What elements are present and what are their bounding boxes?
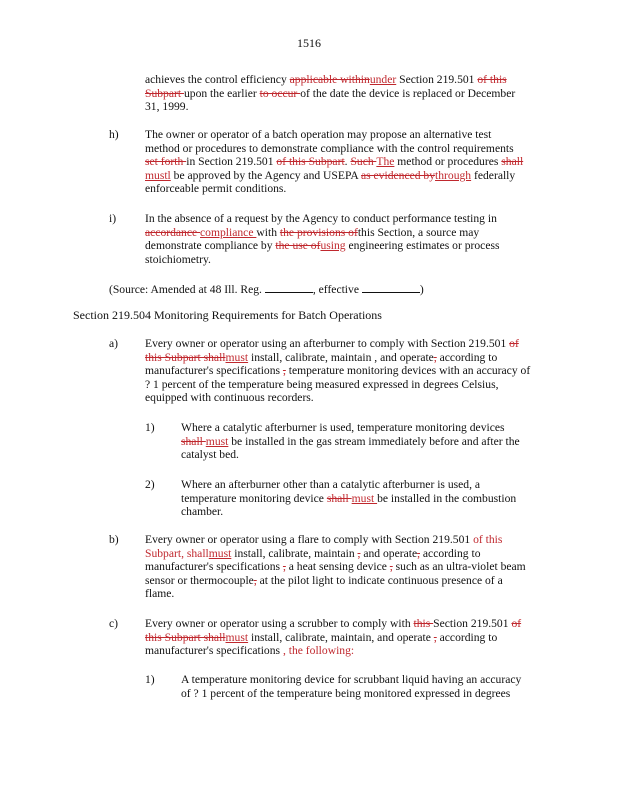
text-run: according to	[436, 350, 498, 364]
text-run: )	[419, 283, 424, 296]
deleted-text: ,	[282, 560, 286, 574]
text-run: .	[344, 155, 351, 169]
paragraph-c	[145, 617, 521, 658]
deleted-text: this	[413, 617, 434, 630]
item-label-c: c)	[109, 617, 119, 630]
deleted-text: of this Subpart	[276, 155, 345, 169]
text-run: In the absence of a request by the Agency to conduct performance testing in	[145, 212, 497, 225]
text-line	[145, 351, 530, 365]
deleted-text: of	[509, 337, 519, 350]
inserted-text: under	[369, 73, 397, 86]
text-line	[109, 282, 424, 296]
item-label-a: a)	[109, 337, 119, 350]
deleted-text: this Subpart shall	[145, 350, 226, 364]
item-label-b: b)	[109, 533, 119, 546]
source-note	[109, 282, 424, 296]
text-line	[145, 226, 499, 240]
inserted-text: must	[208, 546, 232, 560]
text-run: Every owner or operator using an afterburner to comply with Section 219.501	[145, 337, 510, 350]
text-run: this Section, a source may	[357, 225, 480, 239]
text-line: Where a catalytic afterburner is used, temperature monitoring devices	[181, 421, 505, 434]
inserted-text: must	[351, 491, 378, 505]
deleted-text: applicable within	[289, 73, 370, 86]
text-run: Section 219.501	[433, 617, 512, 630]
text-line: method or procedures to demonstrate compliance with the control requirements	[145, 141, 514, 155]
text-line: stoichiometry.	[145, 252, 211, 266]
text-run: federally	[471, 168, 516, 182]
deleted-text: accordance	[145, 225, 201, 239]
text-run: Every owner or operator using a scrubber to comply with	[145, 617, 414, 630]
paragraph-a2	[181, 478, 516, 519]
text-run: sensor or thermocouple	[145, 573, 254, 587]
item-label-h: h)	[109, 128, 119, 141]
text-run: manufacturer's specifications	[145, 364, 283, 378]
text-line	[145, 364, 530, 378]
inserted-text: must	[225, 630, 249, 644]
deleted-text: to occur	[259, 86, 301, 100]
text-line	[145, 574, 526, 588]
text-run: temperature monitoring device	[181, 491, 327, 505]
text-run: manufacturer's specifications	[145, 560, 283, 574]
text-run: install, calibrate, maintain, and operate	[248, 630, 434, 644]
deleted-text: shall	[181, 434, 206, 448]
text-run: and operate	[360, 546, 418, 560]
text-run: at the pilot light to indicate continuous presence of a	[256, 573, 503, 587]
inserted-text: must	[205, 434, 229, 448]
text-line	[145, 155, 523, 169]
text-run: with	[256, 225, 280, 239]
inserted-text: mustl	[145, 168, 171, 182]
text-run: be approved by the Agency and USEPA	[170, 168, 361, 182]
text-run: install, calibrate, maintain	[231, 546, 358, 560]
deleted-text: ,	[282, 364, 286, 378]
blank-register	[265, 282, 313, 293]
inserted-text: The	[376, 155, 395, 169]
text-run: method or procedures	[394, 155, 502, 169]
deleted-text: ,	[389, 560, 393, 574]
text-line: ? 1 percent of the temperature being measured expressed in degrees Celsius,	[145, 377, 499, 391]
text-run: be installed in the gas stream immediately before and after the	[228, 434, 520, 448]
subitem-label-a1: 1)	[145, 421, 155, 434]
inserted-text: must	[225, 350, 249, 364]
text-line	[145, 337, 530, 351]
inserted-text: compliance	[200, 225, 257, 239]
deleted-text: the use of	[275, 239, 321, 253]
section-heading: Section 219.504 Monitoring Requirements for Batch Operations	[73, 308, 382, 322]
revised-text: Subpart, shall	[145, 546, 209, 560]
text-line	[145, 617, 521, 631]
text-line	[145, 560, 526, 574]
text-line	[145, 73, 515, 87]
deleted-text: as evidenced by	[360, 168, 436, 182]
text-line	[145, 547, 526, 561]
deleted-text: ,	[417, 546, 420, 560]
deleted-text: of this	[477, 73, 507, 86]
page-number: 1516	[297, 36, 321, 50]
paragraph-i	[145, 212, 499, 266]
subitem-label-a2: 2)	[145, 478, 155, 491]
text-run: , effective	[312, 283, 362, 296]
text-line: chamber.	[181, 505, 224, 519]
text-line	[145, 169, 523, 183]
text-run: Section 219.501	[396, 73, 478, 86]
blank-effective-date	[362, 282, 420, 293]
text-line: catalyst bed.	[181, 448, 239, 462]
deleted-text: Such	[350, 155, 377, 169]
text-run: manufacturer's specifications	[145, 644, 283, 658]
text-run: install, calibrate, maintain , and operate	[248, 350, 434, 364]
text-line	[145, 631, 521, 645]
paragraph-a1	[181, 421, 520, 462]
text-line: 31, 1999.	[145, 100, 189, 114]
deleted-text: of	[511, 617, 522, 630]
subitem-label-c1: 1)	[145, 673, 155, 686]
text-line	[145, 533, 526, 547]
text-line	[181, 435, 520, 449]
text-run: in Section 219.501	[186, 155, 277, 169]
text-line: equipped with continuous recorders.	[145, 391, 314, 405]
paragraph-c1	[181, 673, 521, 700]
revised-text: of this	[473, 533, 503, 546]
text-line	[145, 239, 499, 253]
revised-text: , the following:	[282, 644, 355, 658]
inserted-text: using	[320, 239, 346, 253]
text-run: Every owner or operator using a flare to comply with Section 219.501	[145, 533, 474, 546]
text-line	[145, 212, 499, 226]
text-line: enforceable permit conditions.	[145, 182, 287, 196]
text-run: such as an ultra-violet beam	[392, 560, 526, 574]
deleted-text: shall	[326, 491, 352, 505]
paragraph-h	[145, 128, 523, 196]
paragraph-a	[145, 337, 530, 405]
deleted-text: set forth	[145, 155, 187, 169]
deleted-text: shall	[501, 155, 524, 169]
text-run: (Source: Amended at 48 Ill. Reg.	[109, 283, 265, 296]
text-run: according to	[420, 546, 481, 560]
deleted-text: Subpart	[145, 86, 184, 100]
text-line: flame.	[145, 587, 175, 601]
deleted-text: the provisions of	[279, 225, 358, 239]
text-line: The owner or operator of a batch operation may propose an alternative test	[145, 128, 492, 141]
deleted-text: ,	[357, 546, 361, 560]
text-line: Where an afterburner other than a catalytic afterburner is used, a	[181, 478, 481, 491]
text-line: A temperature monitoring device for scrubbant liquid having an accuracy	[181, 673, 522, 686]
inserted-text: through	[435, 168, 472, 182]
deleted-text: ,	[253, 573, 257, 587]
text-line	[145, 87, 515, 101]
text-run: a heat sensing device	[285, 560, 390, 574]
text-run: upon the earlier	[183, 86, 260, 100]
deleted-text: ,	[433, 350, 437, 364]
item-label-i: i)	[109, 212, 117, 225]
deleted-text: ,	[433, 630, 437, 644]
text-line: of ? 1 percent of the temperature being monitored expressed in degrees	[181, 686, 511, 700]
paragraph-b	[145, 533, 526, 601]
text-run: of the date the device is replaced or December	[300, 86, 516, 100]
text-run: engineering estimates or process	[345, 239, 500, 253]
text-run: demonstrate compliance by	[145, 239, 276, 253]
text-run: achieves the control efficiency	[145, 73, 290, 86]
text-run: according to	[436, 630, 498, 644]
deleted-text: this Subpart shall	[145, 630, 226, 644]
text-run: temperature monitoring devices with an accuracy of	[285, 364, 531, 378]
text-line	[145, 644, 521, 658]
continuation-paragraph	[145, 73, 515, 114]
text-run: be installed in the combustion	[377, 491, 517, 505]
text-line	[181, 492, 516, 506]
